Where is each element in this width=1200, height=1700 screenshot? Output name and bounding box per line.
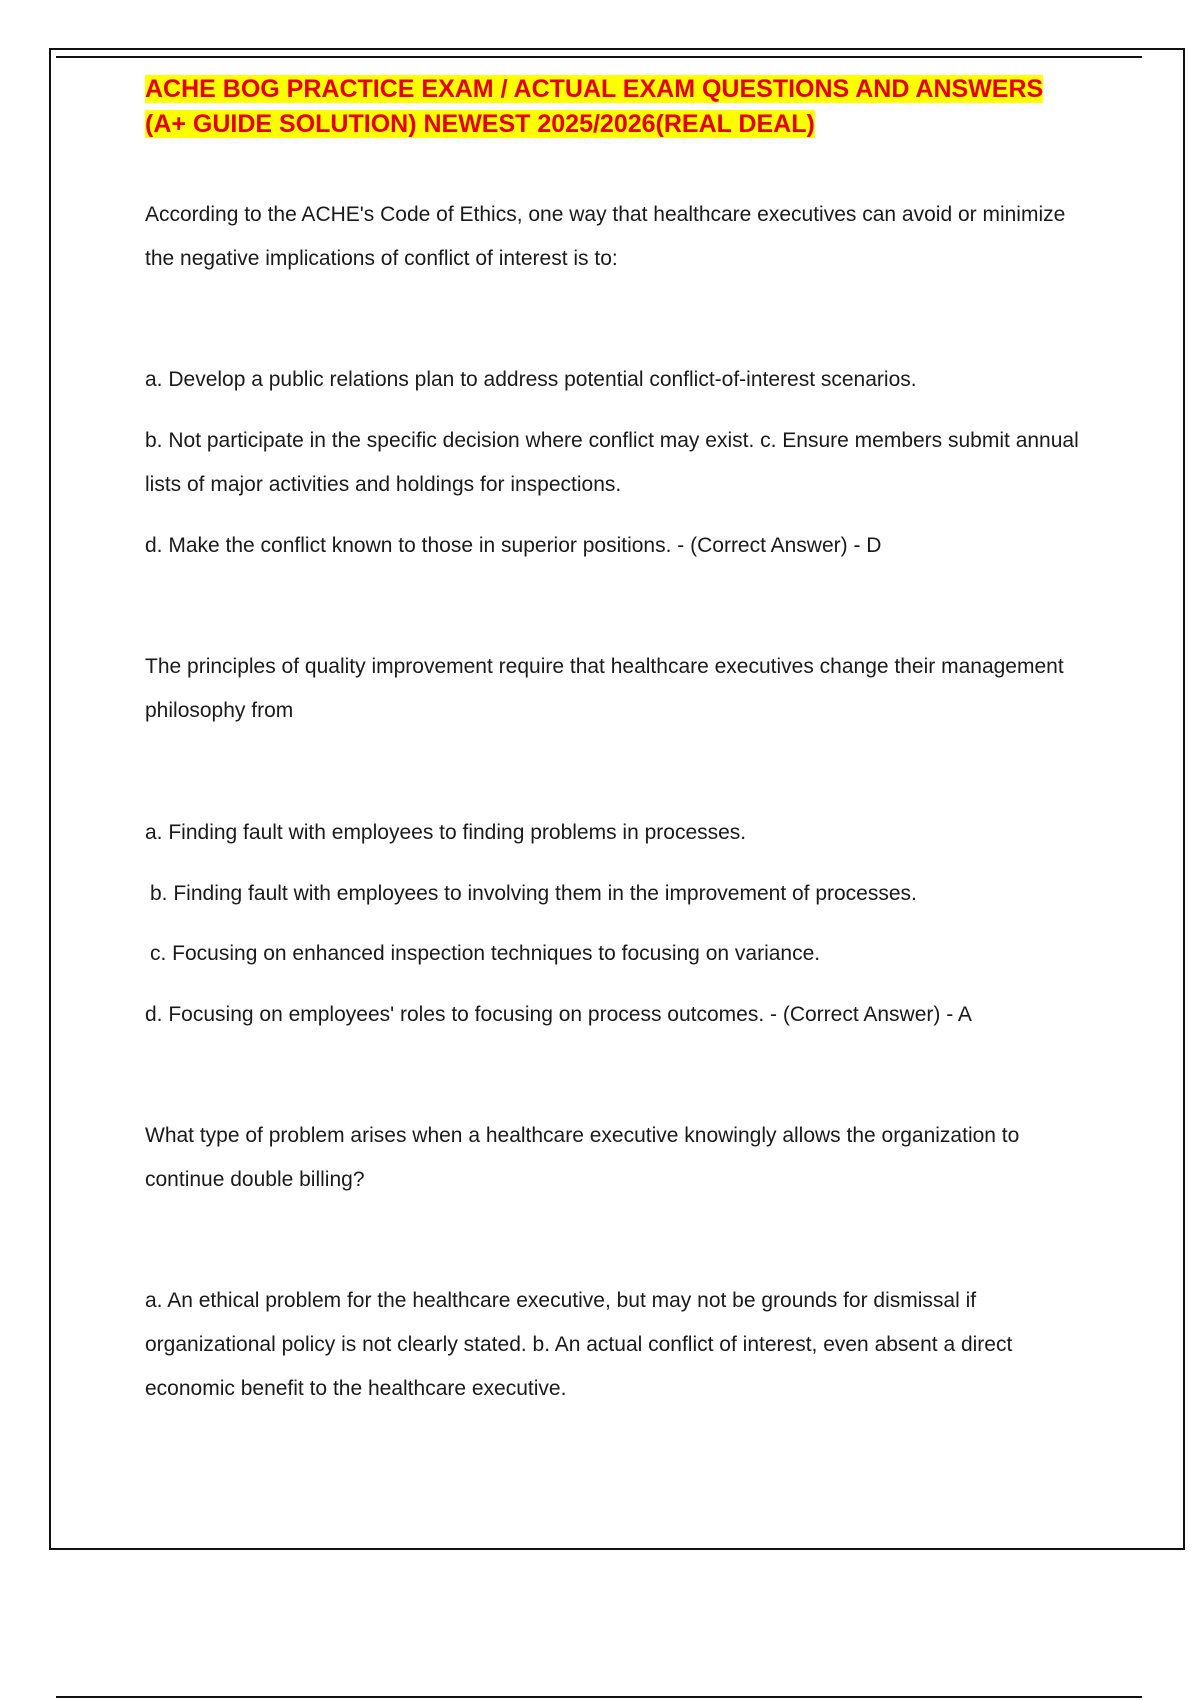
question-1-stem: According to the ACHE's Code of Ethics, one way that healthcare executives can avoid or minimize the negative implications of conflict of interest is to:	[145, 203, 1066, 270]
question-2-stem: The principles of quality improvement require that healthcare executives change their management philosophy from	[145, 655, 1064, 722]
question-2-option-c: c. Focusing on enhanced inspection techniques to focusing on variance.	[150, 942, 821, 965]
question-2-option-a: a. Finding fault with employees to finding problems in processes.	[145, 821, 747, 844]
top-rule	[56, 56, 1142, 58]
bottom-rule	[56, 1696, 1142, 1698]
question-1-option-b-c: b. Not participate in the specific decision where conflict may exist. c. Ensure members submit annual lists of major activities and holdings for inspections.	[145, 429, 1079, 496]
document-title-text: ACHE BOG PRACTICE EXAM / ACTUAL EXAM QUESTIONS AND ANSWERS (A+ GUIDE SOLUTION) NEWEST 2025/2026(REAL DEAL)	[145, 75, 1044, 138]
question-1-option-a: a. Develop a public relations plan to address potential conflict-of-interest scenarios.	[145, 368, 917, 391]
question-2-option-b: b. Finding fault with employees to involving them in the improvement of processes.	[150, 882, 917, 905]
question-1-option-d: d. Make the conflict known to those in superior positions. - (Correct Answer) - D	[145, 534, 882, 557]
question-3-option-a-b: a. An ethical problem for the healthcare executive, but may not be grounds for dismissal if organizational policy is not clearly stated. b. An actual conflict of interest, even absent a direct economic benefit to the healthcare executive.	[145, 1289, 1013, 1400]
question-3-stem: What type of problem arises when a healthcare executive knowingly allows the organization to continue double billing?	[145, 1124, 1020, 1191]
document-title	[145, 72, 1085, 142]
question-2-option-d: d. Focusing on employees' roles to focusing on process outcomes. - (Correct Answer) - A	[145, 1003, 972, 1026]
